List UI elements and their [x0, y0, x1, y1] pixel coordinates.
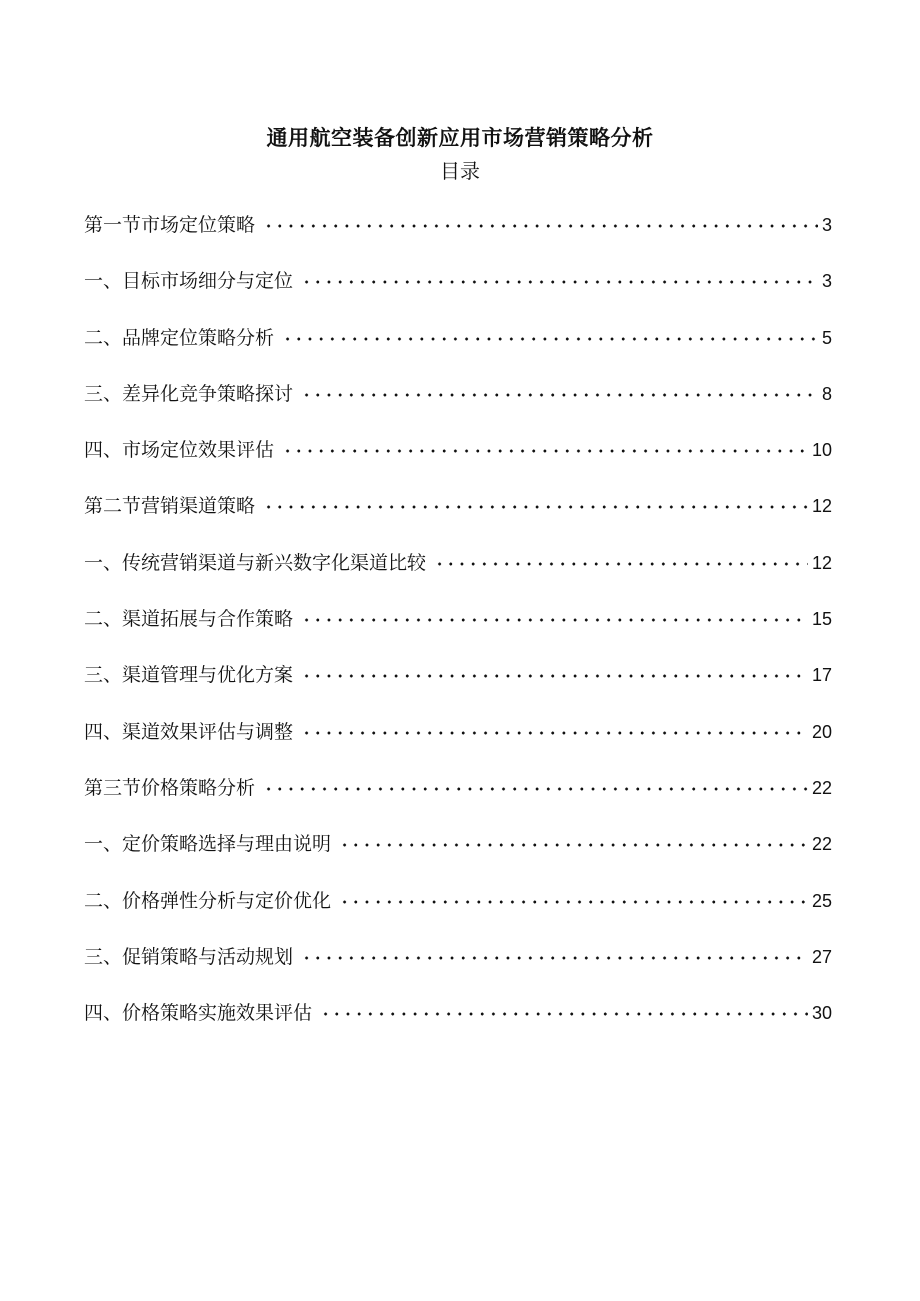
toc-entry-label: 三、差异化竞争策略探讨 [84, 382, 294, 405]
toc-page-number: 15 [811, 609, 832, 630]
dot-leader [339, 840, 808, 850]
toc-entry[interactable] [84, 355, 832, 411]
toc-page-number: 30 [811, 1003, 832, 1024]
dot-leader [434, 559, 808, 569]
toc-entry-label: 一、定价策略选择与理由说明 [84, 833, 332, 856]
toc-page-number: 22 [811, 834, 832, 855]
toc-entry[interactable] [84, 208, 832, 242]
toc-entry-label: 四、市场定位效果评估 [84, 439, 275, 462]
toc-entry-label: 第三节价格策略分析 [84, 776, 256, 799]
toc-entry[interactable] [84, 692, 832, 748]
toc-page-number: 10 [811, 440, 832, 461]
toc-entry[interactable] [84, 918, 832, 974]
toc-page-number: 5 [821, 327, 832, 348]
toc-entry[interactable] [84, 298, 832, 354]
toc-page-number: 12 [811, 496, 832, 517]
toc-page-number: 8 [821, 383, 832, 404]
toc-entry[interactable] [84, 523, 832, 579]
dot-leader [320, 1009, 808, 1019]
toc-entry-label: 四、价格策略实施效果评估 [84, 1002, 313, 1025]
toc-entry[interactable] [84, 974, 832, 1030]
toc-entry[interactable] [84, 467, 832, 523]
dot-leader [282, 334, 818, 344]
document-title: 通用航空装备创新应用市场营销策略分析 [266, 126, 654, 150]
dot-leader [301, 671, 808, 681]
toc-entry-label: 四、渠道效果评估与调整 [84, 720, 294, 743]
toc-page-number: 3 [821, 215, 832, 235]
toc-page-number: 25 [811, 890, 832, 911]
toc-heading: 目录 [440, 159, 480, 183]
dot-leader [282, 446, 808, 456]
toc-page-number: 12 [811, 552, 832, 573]
toc-entry[interactable] [84, 861, 832, 917]
dot-leader [263, 502, 808, 512]
toc-entry-label: 二、渠道拓展与合作策略 [84, 608, 294, 631]
toc-page-number: 22 [811, 777, 832, 798]
toc-entry[interactable] [84, 242, 832, 298]
toc-page-number: 17 [811, 665, 832, 686]
dot-leader [301, 390, 818, 400]
toc-entry-label: 第一节市场定位策略 [84, 214, 256, 236]
dot-leader [301, 953, 808, 963]
toc-entry[interactable] [84, 749, 832, 805]
dot-leader [301, 615, 808, 625]
toc-entry-label: 一、传统营销渠道与新兴数字化渠道比较 [84, 551, 427, 574]
toc-entry-label: 一、目标市场细分与定位 [84, 270, 294, 293]
dot-leader [263, 784, 808, 794]
toc-entry[interactable] [84, 805, 832, 861]
toc-entry-label: 第二节营销渠道策略 [84, 495, 256, 518]
toc-page-number: 20 [811, 721, 832, 742]
dot-leader [301, 277, 818, 287]
dot-leader [339, 897, 808, 907]
toc-entry-label: 三、促销策略与活动规划 [84, 945, 294, 968]
toc-page-number: 27 [811, 946, 832, 967]
table-of-contents [84, 208, 832, 1030]
toc-entry[interactable] [84, 636, 832, 692]
toc-entry-label: 三、渠道管理与优化方案 [84, 664, 294, 687]
dot-leader [301, 728, 808, 738]
toc-entry[interactable] [84, 411, 832, 467]
toc-page-number: 3 [821, 271, 832, 292]
toc-entry[interactable] [84, 580, 832, 636]
toc-entry-label: 二、品牌定位策略分析 [84, 326, 275, 349]
toc-entry-label: 二、价格弹性分析与定价优化 [84, 889, 332, 912]
dot-leader [263, 221, 818, 231]
